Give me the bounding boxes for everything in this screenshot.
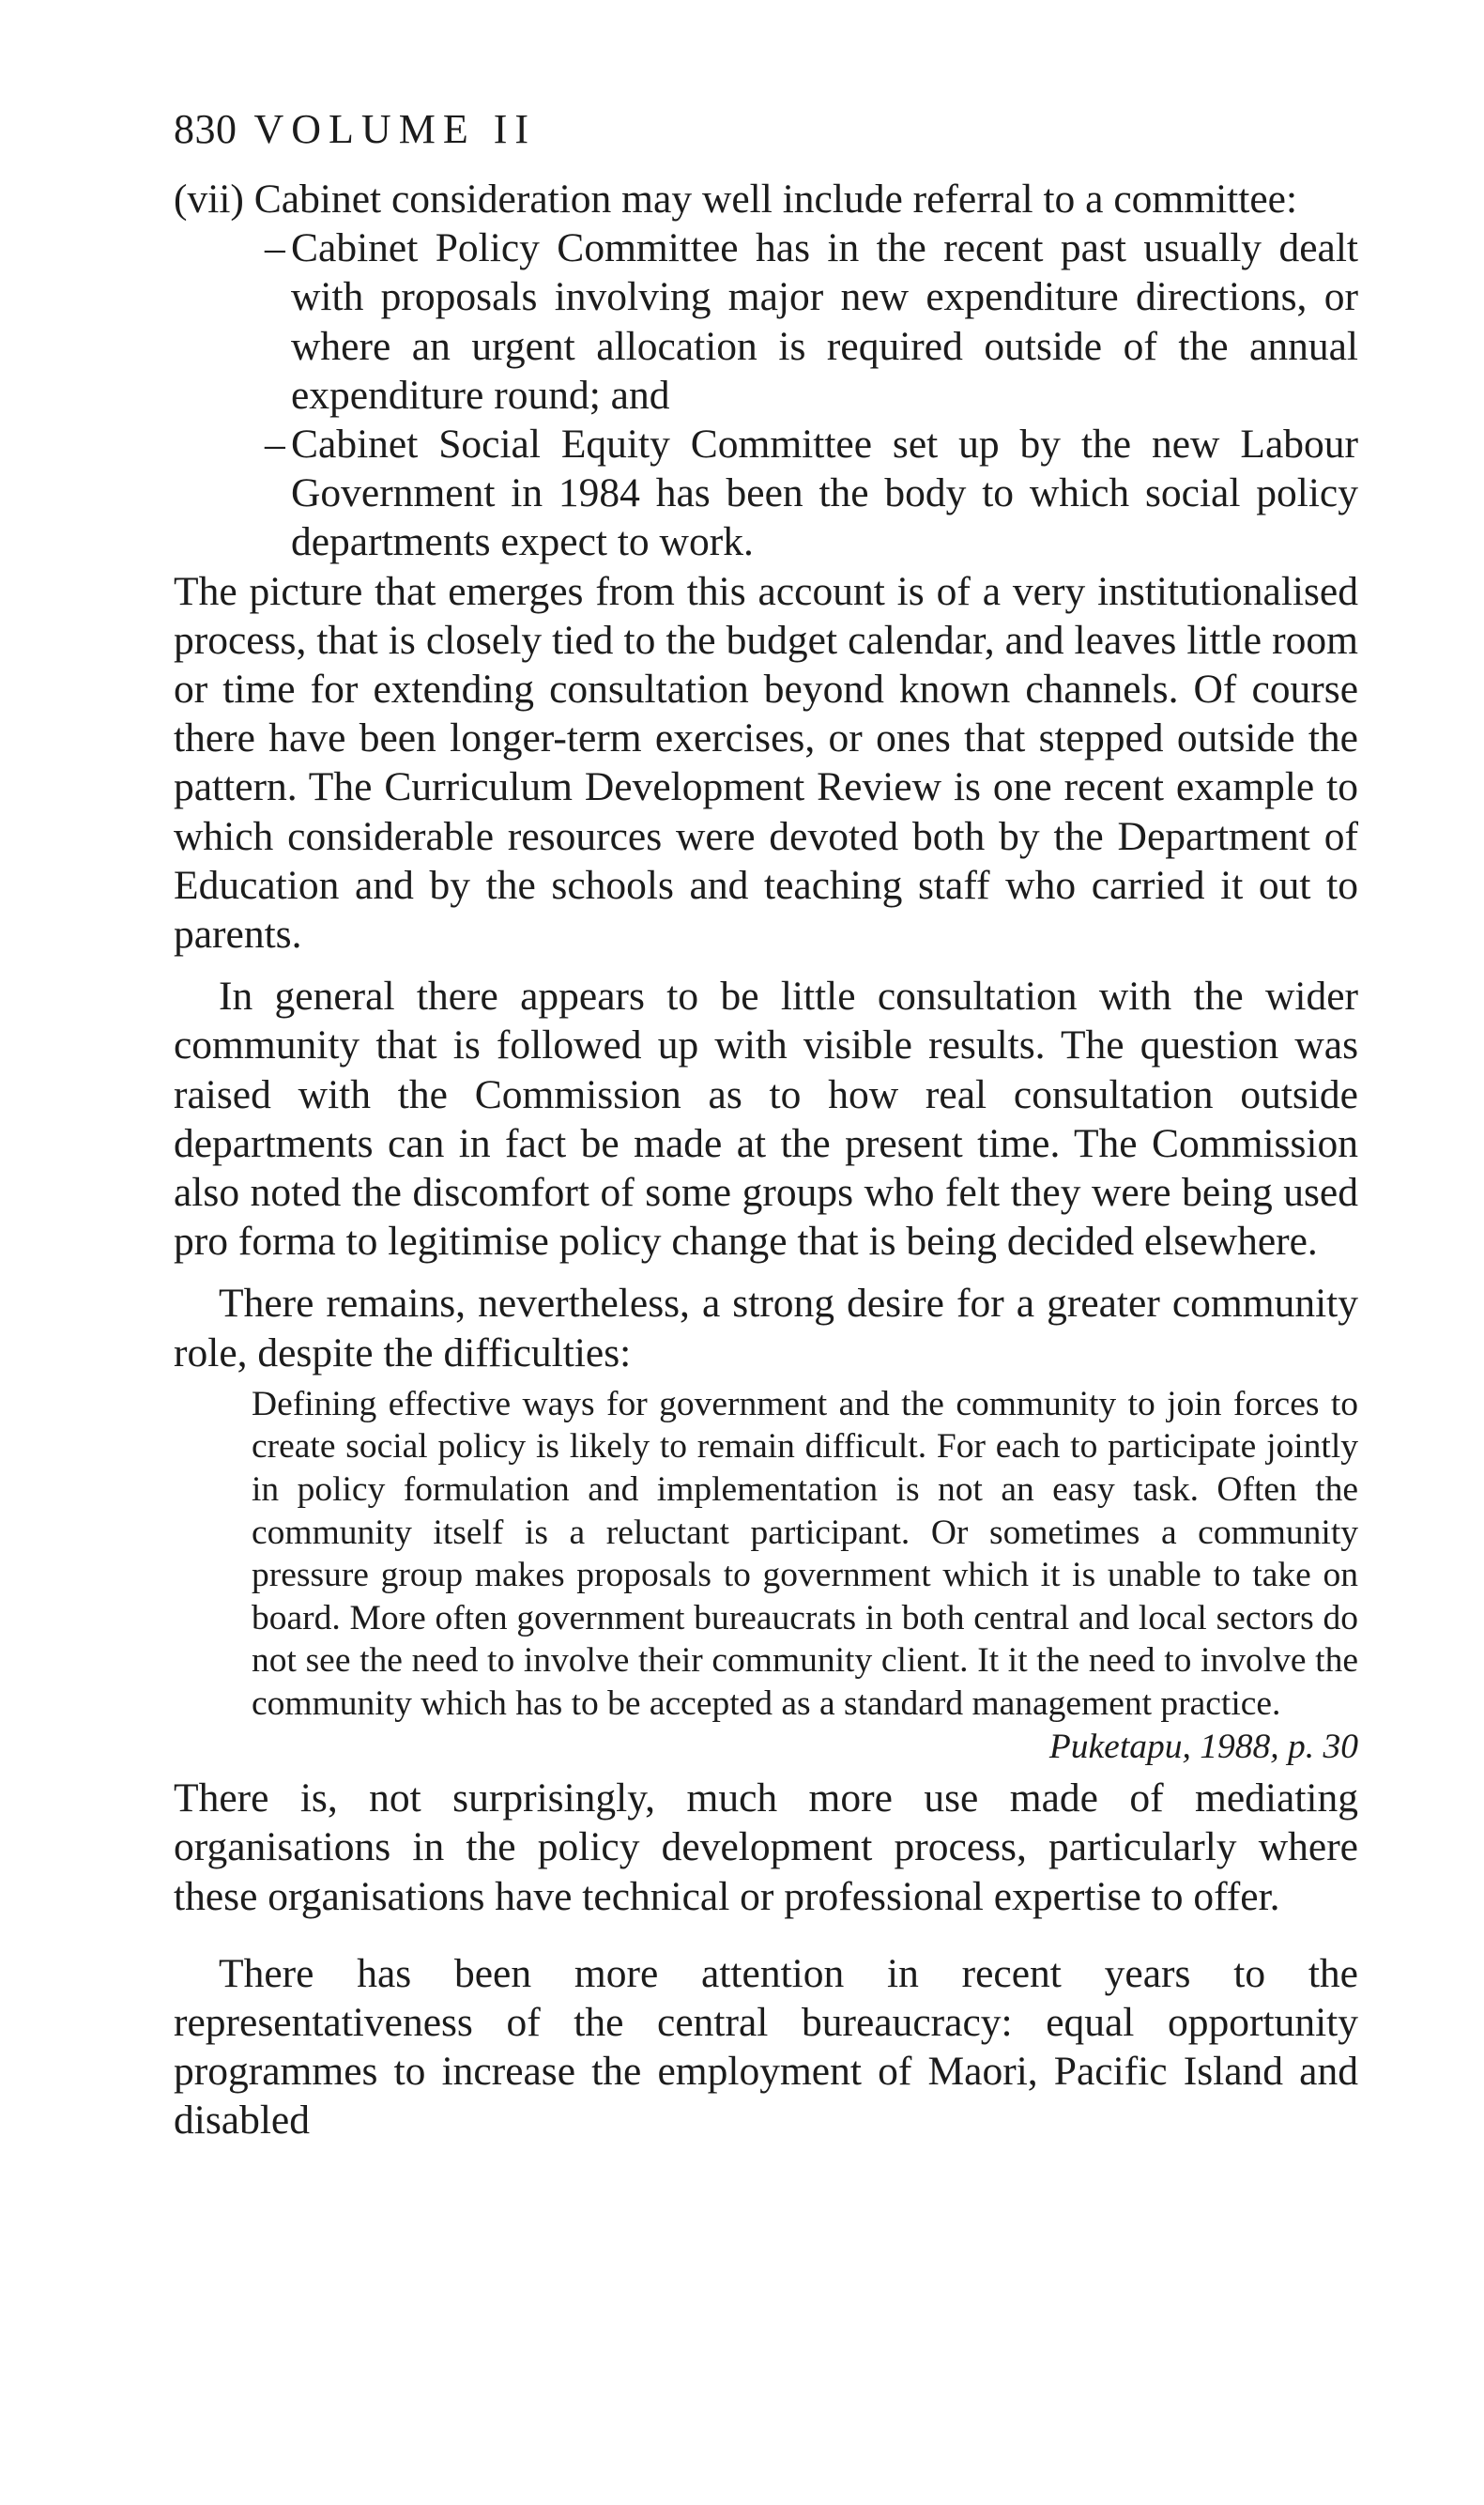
list-item	[174, 223, 1358, 420]
item-vii	[174, 175, 1358, 567]
paragraph-1: The picture that emerges from this account is of a very institutionalised process, that is closely tied to the budget calendar, and leaves little room or time for extending consultation beyond known channels. Of course there have been longer-term exercises, or ones that stepped outside the pattern. The Curriculum Development Review is one recent example to which considerable resources were devoted both by the Department of Education and by the schools and teaching staff who carried it out to parents.	[174, 568, 1358, 958]
running-head	[174, 105, 1358, 154]
page	[174, 105, 1358, 2145]
quote-citation: Puketapu, 1988, p. 30	[1048, 1727, 1358, 1766]
volume-label: VOLUME II	[253, 106, 537, 152]
committee-list	[174, 223, 1358, 566]
page-number: 830	[174, 106, 237, 152]
list-item-text: Cabinet Social Equity Committee set up by the new Labour Government in 1984 has been the body to which social policy departments expect to work.	[291, 422, 1358, 565]
item-vii-label: (vii)	[174, 177, 244, 222]
list-item-text: Cabinet Policy Committee has in the recent past usually dealt with proposals involving major new expenditure directions, or where an urgent allocation is required outside of the annual expenditure round; and	[291, 225, 1358, 418]
item-vii-intro	[174, 175, 1358, 223]
paragraph-4: There is, not surprisingly, much more use made of mediating organisations in the policy development process, particularly where these organisations have technical or professional expertise to offer.	[174, 1775, 1358, 1919]
list-item	[174, 420, 1358, 567]
paragraph-5: There has been more attention in recent years to the representativeness of the central bureaucracy: equal opportunity programmes to increase the employment of Maori, Pacific Island and disabled	[174, 1950, 1358, 2144]
quote-text: Defining effective ways for government and the community to join forces to create social policy is likely to remain difficult. For each to participate jointly in policy formulation and implementation is not an easy task. Often the community itself is a reluctant participant. Or sometimes a community pressure group makes proposals to government which it is unable to take on board. More often government bureaucrats in both central and local sectors do not see the need to involve their community client. It it the need to involve the community which has to be accepted as a standard management practice.	[252, 1384, 1358, 1724]
dash-bullet: –	[265, 422, 285, 468]
item-vii-text: Cabinet consideration may well include referral to a committee:	[253, 177, 1298, 222]
dash-bullet: –	[265, 225, 285, 271]
block-quote	[252, 1383, 1358, 1768]
paragraph-2: In general there appears to be little consultation with the wider community that is followed up with visible results. The question was raised with the Commission as to how real consultation outside departments can in fact be made at the present time. The Commission also noted the discomfort of some groups who felt they were being used pro forma to legitimise policy change that is being decided elsewhere.	[174, 974, 1358, 1265]
paragraph-3: There remains, nevertheless, a strong desire for a greater community role, despite the difficulties:	[174, 1281, 1358, 1375]
